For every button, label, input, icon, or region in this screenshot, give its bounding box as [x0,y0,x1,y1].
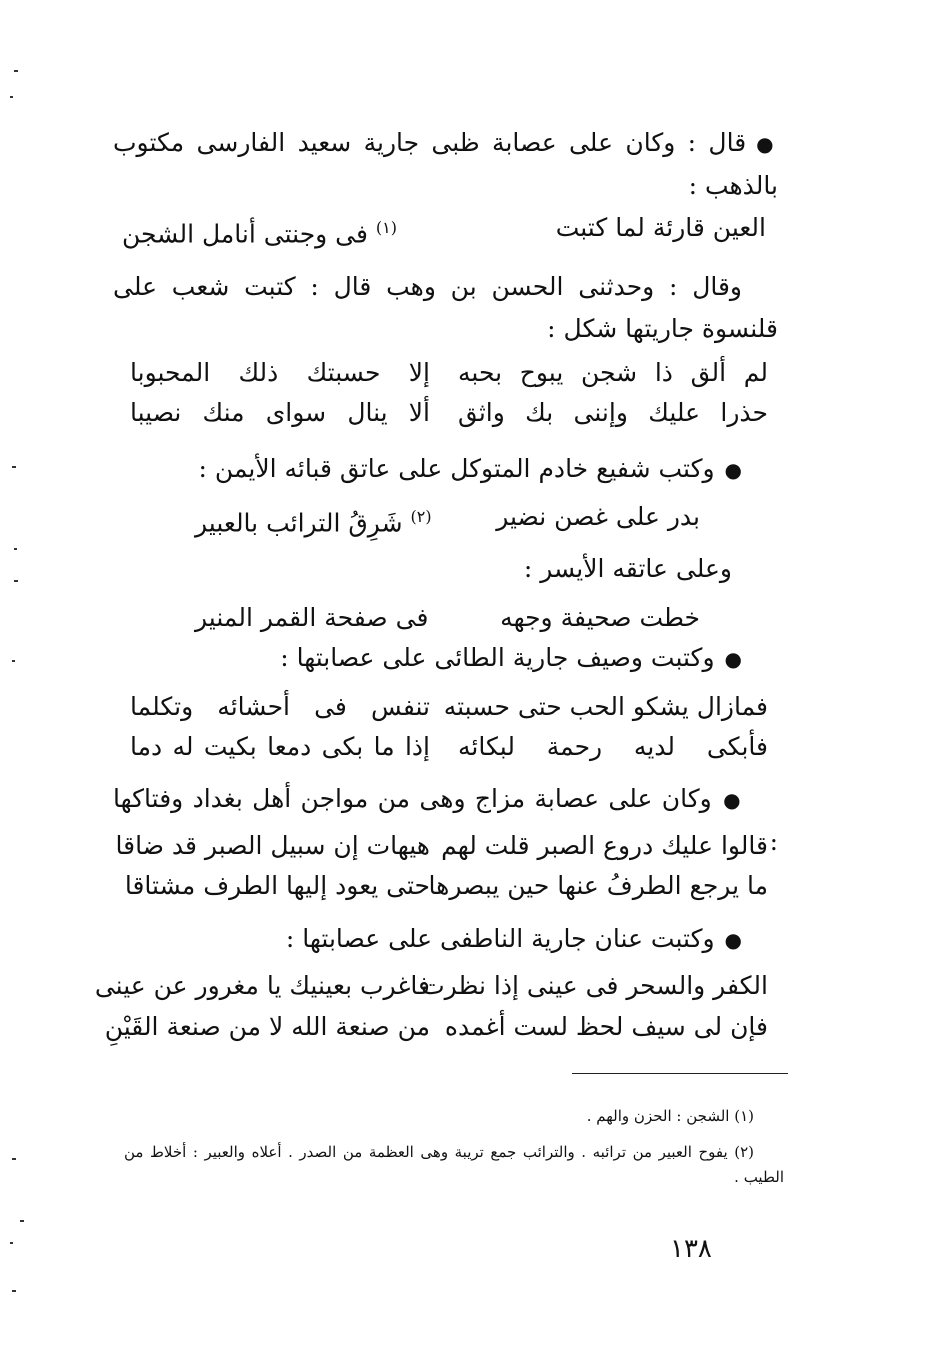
footnote-1-text: (١) الشجن : الحزن والهم . [586,1107,754,1125]
verse-6-1-left: هيهات إن سبيل الصبر قد ضاقا [115,831,430,860]
paragraph-6-text: وكان على عصابة مزاج وهى من مواجن أهل بغداد وفتاكها : [113,784,778,856]
scan-speck [20,1220,24,1222]
bullet-icon: ● [724,647,742,671]
paragraph-4 [113,548,778,590]
verse-2-2-right: حذرا عليك وإننى بك واثق [458,398,768,427]
footnote-2-text: (٢) يفوح العبير من ترائبه . والترائب جمع تريبة وهى العظمة من الصدر . أعلاه والعبير : أخلاط من الطيب . [124,1143,784,1186]
paragraph-1-text: قال : وكان على عصابة ظبى جارية سعيد الفارسى مكتوب بالذهب : [113,128,778,200]
scan-speck [10,1242,13,1244]
bullet-icon: ● [756,132,778,156]
scan-speck [12,1158,16,1160]
footnote-divider [572,1073,788,1074]
verse-5-1-left: تنفس فى أحشائه وتكلما [130,692,430,721]
verse-4-right: خطت صحيفة وجهه [500,603,700,632]
paragraph-4-text: وعلى عاتقه الأيسر : [523,554,732,583]
verse-5-2-right: فأبكى لديه رحمة لبكائه [458,732,768,761]
paragraph-3-text: وكتب شفيع خادم المتوكل على عاتق قبائه الأيمن : [198,454,715,483]
bullet-icon: ● [724,458,742,482]
paragraph-2-text: وقال : وحدثنى الحسن بن وهب قال : كتبت شعب على قلنسوة جاريتها شكل : [113,272,778,343]
verse-7-2-left: من صنعة الله لا من صنعة القَيْنِ [104,1012,430,1041]
verse-5-1-right: فمازال يشكو الحب حتى حسبته [443,692,768,721]
verse-2-2-left: ألا ينال سواى منك نصيبا [130,398,430,427]
verse-6-1-right: قالوا عليك دروع الصبر قلت لهم [441,831,768,860]
verse-3-left-wrap [195,497,432,543]
verse-1-left-wrap [122,208,397,254]
scan-speck [14,70,18,72]
footnote-ref-1: (١) [375,218,398,237]
scan-speck [12,660,15,662]
scan-speck [14,548,17,550]
paragraph-7-text: وكتبت عنان جارية الناطفى على عصابتها : [285,924,715,953]
bullet-icon: ● [724,928,742,952]
scan-speck [12,1290,16,1292]
page-number: ١٣٨ [670,1234,712,1264]
verse-6-2-left: حتى يعود إليها الطرف مشتاقا [124,871,430,900]
verse-2-1-right: لم ألق ذا شجن يبوح بحبه [458,358,768,387]
verse-7-1-left: فاغرب بعينيك يا مغرور عن عينى [94,971,430,1000]
bullet-icon: ● [721,788,743,812]
verse-5-2-left: إذا ما بكى دمعا بكيت له دما [130,732,430,761]
scan-speck [10,96,13,98]
paragraph-5-text: وكتبت وصيف جارية الطائى على عصابتها : [280,643,715,672]
paragraph-5 [113,637,778,680]
scan-speck [12,466,16,468]
verse-3-left: شَرِقُ الترائب بالعبير [195,508,403,538]
verse-1-left: فى وجنتى أنامل الشجن [122,219,368,249]
verse-1-right: العين قارئة لما كتبت [555,213,766,242]
footnote-1 [124,1104,784,1129]
verse-7-2-right: فإن لى سيف لحظ لست أغمده [444,1012,768,1041]
paragraph-3 [113,448,778,491]
paragraph-7 [113,918,778,961]
paragraph-2 [113,266,778,350]
scan-speck [14,580,18,582]
verse-7-1-right: الكفر والسحر فى عينى إذا نظرت [421,971,768,1000]
footnote-ref-2: (٢) [410,507,432,526]
verse-2-1-left: إلا حسبتك ذلك المحبوبا [130,358,430,387]
paragraph-1 [113,122,778,207]
verse-4-left: فى صفحة القمر المنير [195,603,429,632]
footnote-2 [124,1140,784,1190]
verse-6-2-right: ما يرجع الطرفُ عنها حين يبصرها [428,871,768,900]
verse-3-right: بدر على غصن نضير [496,502,700,531]
